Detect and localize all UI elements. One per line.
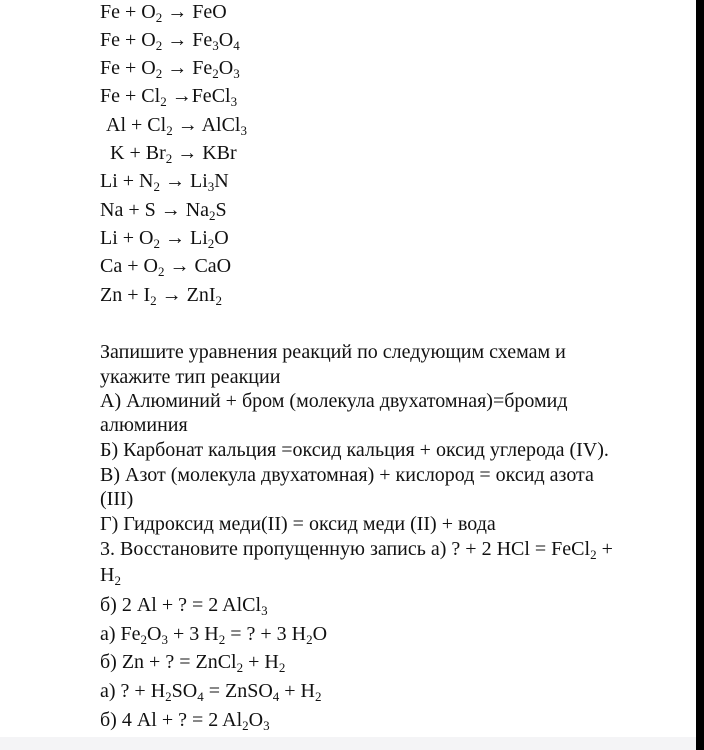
task2-line: [100, 463, 594, 487]
text-run: →FeCl: [166, 85, 231, 107]
task2-line: [100, 438, 609, 462]
subscript: 2: [218, 632, 226, 647]
text-run: → CaO: [164, 255, 232, 277]
subscript: 4: [233, 38, 240, 53]
text-run: алюминия: [100, 414, 188, 436]
task3-line: [100, 650, 285, 674]
subscript: 2: [166, 123, 173, 138]
subscript: 2: [212, 66, 219, 81]
subscript: 2: [590, 547, 597, 562]
text-run: Na + S → Na: [100, 199, 210, 221]
text-run: а) Fe: [100, 623, 141, 645]
text-run: H: [100, 564, 115, 586]
text-run: + 3 H: [168, 623, 219, 645]
text-run: → Fe: [162, 29, 213, 51]
text-run: Ca + O: [100, 255, 158, 277]
subscript: 2: [165, 689, 172, 704]
equation-line: [106, 113, 247, 137]
equation-line: [100, 283, 222, 307]
text-run: O: [218, 29, 234, 51]
subscript: 2: [150, 293, 157, 308]
text-run: В) Азот (молекула двухатомная) + кислород = оксид азота: [100, 464, 594, 486]
text-run: +: [596, 538, 613, 560]
task3-line: [100, 708, 270, 732]
text-run: Li + O: [100, 227, 154, 249]
task2-line: [100, 340, 566, 364]
text-run: → Li: [160, 170, 208, 192]
task3-line: [100, 593, 268, 617]
subscript: 2: [153, 179, 160, 194]
equation-line: [100, 84, 237, 108]
equation-line: [100, 28, 240, 52]
subscript: 2: [278, 660, 286, 675]
subscript: 3: [207, 179, 215, 194]
subscript: 2: [114, 573, 121, 588]
text-run: Б) Карбонат кальция =оксид кальция + оксид углерода (IV).: [100, 439, 609, 461]
subscript: 2: [155, 10, 163, 25]
text-run: → KBr: [172, 142, 237, 164]
subscript: 2: [315, 689, 322, 704]
task2-line: [100, 487, 133, 511]
text-run: → ZnI: [156, 284, 216, 306]
equation-line: [100, 169, 229, 193]
subscript: 3: [212, 38, 219, 53]
text-run: + H: [279, 680, 316, 702]
equation-line: [100, 198, 227, 222]
text-run: а) ? + H: [100, 680, 166, 702]
subscript: 2: [155, 66, 163, 81]
subscript: 2: [306, 632, 313, 647]
equation-line: [100, 226, 229, 250]
text-run: O: [312, 623, 328, 645]
task2-line: [100, 389, 568, 413]
text-run: (III): [100, 488, 134, 510]
text-run: б) 2 Al + ? = 2 AlCl: [100, 594, 262, 616]
text-run: б) 4 Al + ? = 2 Al: [100, 709, 243, 731]
task3-line: [100, 537, 613, 561]
subscript: 3: [233, 66, 240, 81]
text-run: O: [214, 227, 229, 249]
equation-line: [100, 0, 227, 24]
equation-line: [100, 254, 231, 278]
text-run: O: [218, 57, 234, 79]
subscript: 2: [215, 293, 223, 308]
text-run: Al + Cl: [106, 114, 167, 136]
task2-line: [100, 365, 280, 389]
text-run: → AlCl: [172, 114, 241, 136]
page-edge-bar: [696, 0, 704, 750]
text-run: Fe + Cl: [100, 85, 161, 107]
subscript: 2: [155, 38, 163, 53]
text-run: N: [214, 170, 229, 192]
text-run: укажите тип реакции: [100, 366, 281, 388]
task2-line: [100, 512, 496, 536]
subscript: 2: [207, 236, 215, 251]
text-run: O: [147, 623, 162, 645]
page-bottom-shade: [0, 737, 696, 750]
text-run: Г) Гидроксид меди(II) = оксид меди (II) + вода: [100, 513, 496, 535]
text-run: = ZnSO: [203, 680, 273, 702]
text-run: Fe + O: [100, 57, 156, 79]
subscript: 2: [236, 660, 244, 675]
equation-line: [110, 141, 237, 165]
subscript: 2: [165, 151, 173, 166]
text-run: S: [215, 199, 227, 221]
text-run: K + Br: [110, 142, 166, 164]
text-run: Zn + I: [100, 284, 151, 306]
task2-line: [100, 413, 188, 437]
text-run: = ? + 3 H: [225, 623, 307, 645]
text-run: Запишите уравнения реакций по следующим схемам и: [100, 341, 566, 363]
subscript: 2: [160, 94, 167, 109]
text-run: → FeO: [162, 1, 227, 23]
subscript: 2: [140, 632, 148, 647]
task3-line: [100, 563, 121, 587]
text-run: + H: [243, 651, 279, 673]
subscript: 3: [161, 632, 168, 647]
subscript: 4: [272, 689, 280, 704]
task3-line: [100, 622, 327, 646]
subscript: 2: [153, 236, 160, 251]
subscript: 3: [230, 94, 238, 109]
text-run: Fe + O: [100, 1, 156, 23]
text-run: → Li: [160, 227, 208, 249]
text-run: Li + N: [100, 170, 154, 192]
text-run: Fe + O: [100, 29, 156, 51]
text-run: O: [248, 709, 264, 731]
subscript: 2: [157, 264, 165, 279]
subscript: 3: [240, 123, 247, 138]
subscript: 3: [261, 603, 268, 618]
subscript: 2: [242, 718, 249, 733]
subscript: 2: [209, 208, 216, 223]
text-run: А) Алюминий + бром (молекула двухатомная)=бромид: [100, 390, 568, 412]
text-run: → Fe: [162, 57, 213, 79]
text-run: SO: [171, 680, 198, 702]
text-run: б) Zn + ? = ZnCl: [100, 651, 237, 673]
text-run: 3. Восстановите пропущенную запись а) ? + 2 HCl = FeCl: [100, 538, 591, 560]
task3-line: [100, 679, 322, 703]
subscript: 4: [197, 689, 204, 704]
subscript: 3: [263, 718, 270, 733]
equation-line: [100, 56, 240, 80]
